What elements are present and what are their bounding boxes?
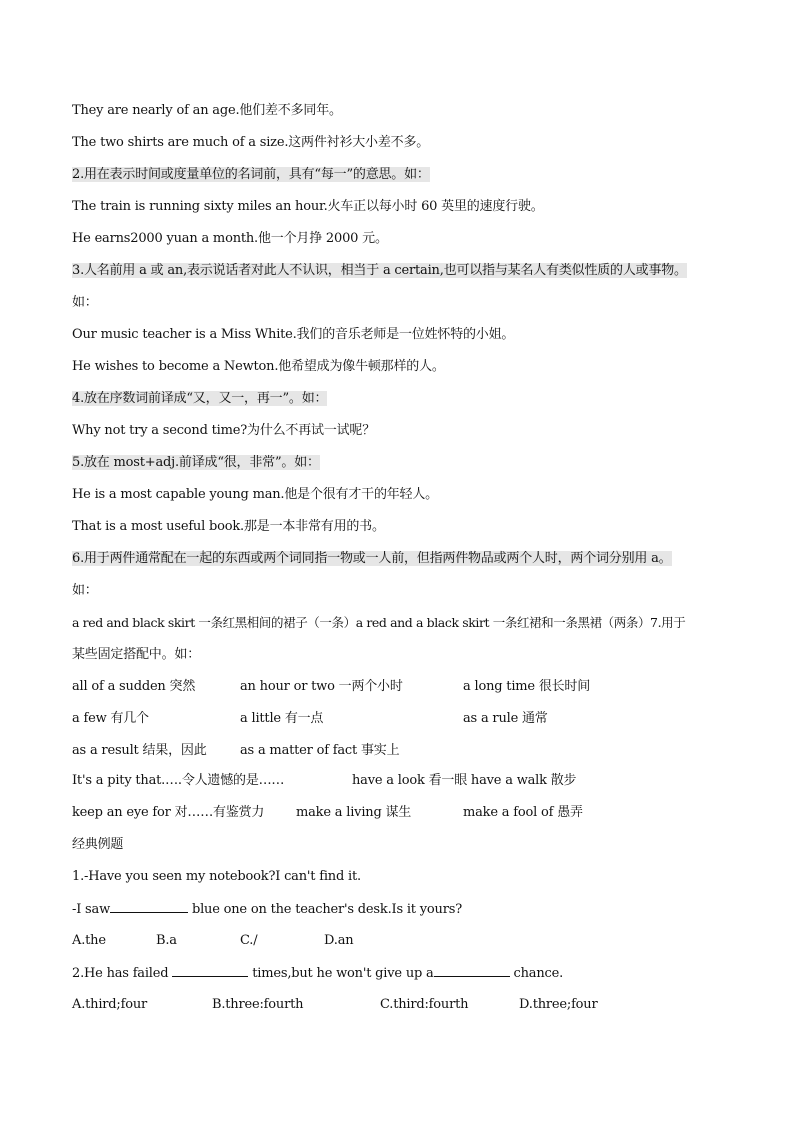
phrase-item: as a result 结果，因此	[72, 743, 207, 758]
phrase-item: keep an eye for 对……有鉴赏力	[72, 805, 265, 820]
question-2-text-a: 2.He has failed	[72, 966, 173, 981]
text-line: 如：	[72, 583, 98, 598]
text-line: He earns2000 yuan a month.他一个月挣 2000 元。	[72, 231, 388, 246]
answer-blank[interactable]	[434, 964, 510, 977]
phrase-item: It's a pity that.….令人遗憾的是……	[72, 773, 285, 788]
answer-blank[interactable]	[110, 900, 188, 913]
phrase-item: make a living 谋生	[296, 805, 412, 820]
text-line: He is a most capable young man.他是个很有才干的年轻人。	[72, 487, 438, 502]
text-line: 某些固定搭配中。如：	[72, 647, 201, 662]
rule-heading-3: 3.人名前用 a 或 an,表示说话者对此人不认识，相当于 a certain,也可以指与某名人有类似性质的人或事物。	[72, 263, 687, 278]
text-line: They are nearly of an age.他们差不多同年。	[72, 103, 342, 118]
text-line: Why not try a second time?为什么不再试一试呢？	[72, 423, 376, 438]
question-2-line	[72, 964, 563, 983]
question-1-text-b: blue one on the teacher's desk.Is it yours?	[188, 902, 462, 917]
section-heading: 经典例题	[72, 837, 124, 852]
text-line: He wishes to become a Newton.他希望成为像牛顿那样的人。	[72, 359, 445, 374]
option-b: B.a	[156, 933, 177, 948]
option-a: A.third;four	[72, 997, 148, 1012]
option-d: D.three;four	[519, 997, 598, 1012]
text-line: a red and black skirt 一条红黑相间的裙子（一条）a red and a black skirt 一条红裙和一条黑裙（两条）7.用于	[72, 615, 686, 630]
question-1-prompt: 1.-Have you seen my notebook?I can't find it.	[72, 869, 361, 884]
option-b: B.three:fourth	[212, 997, 304, 1012]
question-1-line	[72, 900, 462, 919]
phrase-item: as a rule 通常	[463, 711, 548, 726]
text-line: 如：	[72, 295, 98, 310]
phrase-item: as a matter of fact 事实上	[240, 743, 400, 758]
question-1-text-a: -I saw	[72, 902, 111, 917]
option-c: C./	[240, 933, 258, 948]
question-2-text-b: times,but he won't give up a	[248, 966, 434, 981]
phrase-item: a long time 很长时间	[463, 679, 591, 694]
rule-heading-4: 4.放在序数词前译成“又，又一，再一”。如：	[72, 391, 328, 406]
text-line: The two shirts are much of a size.这两件衬衫大小差不多。	[72, 135, 430, 150]
option-a: A.the	[72, 933, 106, 948]
phrase-item: have a look 看一眼 have a walk 散步	[352, 773, 577, 788]
question-2-text-c: chance.	[509, 966, 564, 981]
rule-heading-5: 5.放在 most+adj.前译成“很，非常”。如：	[72, 455, 320, 470]
rule-heading-6: 6.用于两件通常配在一起的东西或两个词同指一物或一人前，但指两件物品或两个人时，两个词分别用 a。	[72, 551, 672, 566]
answer-blank[interactable]	[172, 964, 248, 977]
text-line: That is a most useful book.那是一本非常有用的书。	[72, 519, 385, 534]
text-line: Our music teacher is a Miss White.我们的音乐老师是一位姓怀特的小姐。	[72, 327, 515, 342]
phrase-item: an hour or two 一两个小时	[240, 679, 403, 694]
phrase-item: all of a sudden 突然	[72, 679, 196, 694]
phrase-item: a little 有一点	[240, 711, 324, 726]
option-c: C.third:fourth	[380, 997, 469, 1012]
option-d: D.an	[324, 933, 354, 948]
phrase-item: a few 有几个	[72, 711, 149, 726]
phrase-item: make a fool of 愚弄	[463, 805, 583, 820]
rule-heading-2: 2.用在表示时间或度量单位的名词前，具有“每一”的意思。如：	[72, 167, 430, 182]
text-line: The train is running sixty miles an hour.火车正以每小时 60 英里的速度行驶。	[72, 199, 544, 214]
